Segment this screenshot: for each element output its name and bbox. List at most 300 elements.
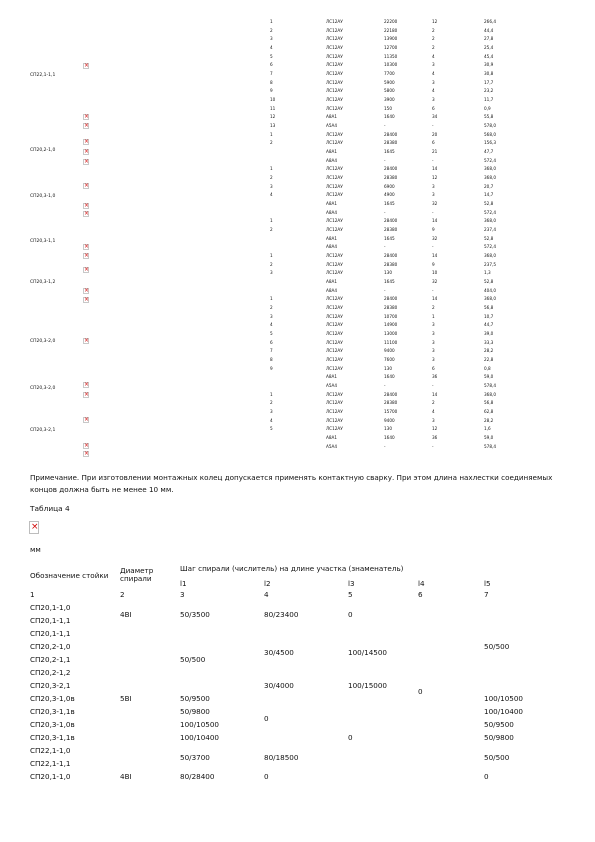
spec-length: 4900 xyxy=(384,192,395,198)
spec-quantity: 12 xyxy=(432,19,438,24)
spec-rebar-grade: ЛС12АУ xyxy=(326,19,343,24)
l1-cell: 50/3700 xyxy=(180,753,210,762)
spec-item-number: 1 xyxy=(270,166,273,172)
spec-item-number: 11 xyxy=(270,105,276,111)
spec-item-number: 8 xyxy=(270,357,273,363)
spec-mass: 56,8 xyxy=(484,305,494,311)
spec-quantity: 36 xyxy=(432,435,438,441)
spec-quantity: 2 xyxy=(432,36,435,42)
spec-length: 130 xyxy=(384,426,392,432)
broken-image-icon xyxy=(83,183,89,189)
spec-mass: 28,2 xyxy=(484,348,494,354)
broken-image-icon xyxy=(83,338,89,344)
spec-item-number: 1 xyxy=(270,253,273,259)
spec-item-number: 4 xyxy=(270,417,273,423)
stand-mark: СП20,3-1,1в xyxy=(30,733,75,742)
spec-quantity: - xyxy=(432,209,434,215)
spec-mass: 568,0 xyxy=(484,131,496,137)
spec-mass: 28,2 xyxy=(484,417,494,423)
spec-item-number: 2 xyxy=(270,27,273,33)
spec-length: 28380 xyxy=(384,175,398,181)
stand-mark: СП20,1-1,1 xyxy=(30,616,71,625)
spec-rebar-grade: ЛС12АУ xyxy=(326,322,343,328)
spec-mass: 59,0 xyxy=(484,435,494,441)
spec-length: - xyxy=(384,383,386,389)
spec-quantity: 3 xyxy=(432,417,435,423)
spec-rebar-grade: А8А4 xyxy=(326,157,338,163)
spec-rebar-grade: А8А4 xyxy=(326,209,338,215)
spec-item-number: 6 xyxy=(270,339,273,345)
spec-rebar-grade: ЛС12АУ xyxy=(326,27,343,33)
stand-mark-label: СП20,3-1,2 xyxy=(30,280,56,285)
spec-rebar-grade: А8А1 xyxy=(326,235,338,241)
unit-label: мм xyxy=(30,545,41,554)
spec-mass: 27,8 xyxy=(484,36,494,42)
colnum-5: 5 xyxy=(348,590,353,599)
spec-length: 28400 xyxy=(384,131,398,137)
spec-quantity: 20 xyxy=(432,131,438,137)
spec-length: 5800 xyxy=(384,88,395,94)
broken-image-icon xyxy=(83,443,89,449)
spec-mass: 44,7 xyxy=(484,322,494,328)
colnum-1: 1 xyxy=(30,590,35,599)
broken-image-icon xyxy=(29,521,39,534)
header-mark: Обозначение стойки xyxy=(30,571,109,580)
broken-image-icon xyxy=(83,297,89,303)
spec-quantity: 3 xyxy=(432,79,435,85)
broken-image-icon xyxy=(83,114,89,120)
spec-rebar-grade: ЛС12АУ xyxy=(326,270,343,276)
spec-quantity: 12 xyxy=(432,175,438,181)
spec-quantity: 14 xyxy=(432,166,438,172)
spec-length: - xyxy=(384,244,386,250)
spec-rebar-grade: ЛС12АУ xyxy=(326,45,343,50)
spec-length: - xyxy=(384,443,386,449)
spec-quantity: 21 xyxy=(432,149,438,155)
colnum-7: 7 xyxy=(484,590,489,599)
spec-length: 1640 xyxy=(384,374,395,380)
spec-quantity: 4 xyxy=(432,409,435,415)
spec-item-number: 10 xyxy=(270,97,276,103)
spec-length: - xyxy=(384,287,386,293)
spec-rebar-grade: ЛС12АУ xyxy=(326,166,343,172)
header-l2: l2 xyxy=(264,579,271,588)
stand-mark: СП22,1-1,0 xyxy=(30,746,71,755)
spec-mass: 14,7 xyxy=(484,192,494,198)
l5-cell: 50/500 xyxy=(484,642,510,651)
l5-cell: 50/9800 xyxy=(484,733,514,742)
l3-cell: 0 xyxy=(348,610,353,619)
spec-length: 28380 xyxy=(384,227,398,233)
spec-item-number: 7 xyxy=(270,71,273,77)
spec-length: 28380 xyxy=(384,305,398,311)
spec-quantity: 36 xyxy=(432,374,438,380)
broken-image-icon xyxy=(83,253,89,259)
stand-mark-label: СП20,3-1,0 xyxy=(30,194,56,199)
spec-mass: 39,0 xyxy=(484,331,494,337)
spec-length: 28400 xyxy=(384,391,398,397)
spec-item-number: 4 xyxy=(270,322,273,328)
spec-rebar-grade: ЛС12АУ xyxy=(326,331,343,337)
broken-image-icon xyxy=(83,123,89,129)
spiral-pitch-table xyxy=(0,560,595,790)
spec-mass: 368,0 xyxy=(484,253,496,259)
spec-length: 11100 xyxy=(384,339,398,345)
l1-cell: 100/10400 xyxy=(180,733,220,742)
spec-mass: 20,7 xyxy=(484,183,494,189)
spec-rebar-grade: ЛС12АУ xyxy=(326,365,343,371)
spec-quantity: 6 xyxy=(432,105,435,111)
broken-image-icon xyxy=(83,392,89,398)
spec-mass: 404,0 xyxy=(484,287,496,293)
broken-image-icon xyxy=(83,159,89,165)
spec-rebar-grade: ЛС12АУ xyxy=(326,305,343,311)
colnum-2: 2 xyxy=(120,590,125,599)
spec-length: 28400 xyxy=(384,218,398,224)
spec-mass: 578,4 xyxy=(484,443,496,449)
spec-length: 28380 xyxy=(384,400,398,406)
spec-length: 28400 xyxy=(384,253,398,259)
l3-cell: 0 xyxy=(348,733,353,742)
spec-item-number: 3 xyxy=(270,270,273,276)
spec-length: 1640 xyxy=(384,114,395,120)
stand-mark: СП20,3-1,0в xyxy=(30,720,75,729)
header-l3: l3 xyxy=(348,579,355,588)
spec-quantity: 3 xyxy=(432,192,435,198)
stand-mark: СП20,3-2,1 xyxy=(30,681,71,690)
spec-rebar-grade: А5А4 xyxy=(326,383,338,389)
spec-length: 150 xyxy=(384,105,392,111)
spec-rebar-grade: ЛС12АУ xyxy=(326,140,343,146)
spec-length: 10300 xyxy=(384,62,398,68)
spec-rebar-grade: ЛС12АУ xyxy=(326,53,343,59)
spec-quantity: 3 xyxy=(432,357,435,363)
stand-mark: СП20,1-1,0 xyxy=(30,603,71,612)
spec-item-number: 1 xyxy=(270,218,273,224)
spec-rebar-grade: ЛС12АУ xyxy=(326,36,343,42)
spec-item-number: 1 xyxy=(270,19,273,24)
spec-length: 130 xyxy=(384,365,392,371)
spec-length: 13000 xyxy=(384,331,398,337)
spec-rebar-grade: А8А1 xyxy=(326,279,338,285)
spec-mass: 30,8 xyxy=(484,71,494,77)
spec-item-number: 1 xyxy=(270,296,273,302)
spec-mass: 0,8 xyxy=(484,365,491,371)
spec-item-number: 3 xyxy=(270,313,273,319)
spec-quantity: - xyxy=(432,123,434,129)
spec-quantity: 2 xyxy=(432,400,435,406)
l2-cell: 80/23400 xyxy=(264,610,299,619)
header-diameter: Диаметр спирали xyxy=(120,566,154,583)
spec-length: 130 xyxy=(384,270,392,276)
spec-quantity: 4 xyxy=(432,53,435,59)
spec-mass: 62,8 xyxy=(484,409,494,415)
spec-rebar-grade: ЛС12АУ xyxy=(326,426,343,432)
spec-rebar-grade: А8А4 xyxy=(326,287,338,293)
spec-length: - xyxy=(384,123,386,129)
spec-length: 3900 xyxy=(384,97,395,103)
spec-length: 5900 xyxy=(384,79,395,85)
broken-image-icon xyxy=(83,203,89,209)
spec-mass: 22,8 xyxy=(484,357,494,363)
spec-quantity: 2 xyxy=(432,27,435,33)
spec-quantity: 3 xyxy=(432,331,435,337)
stand-mark: СП20,2-1,0 xyxy=(30,642,71,651)
spec-mass: 572,4 xyxy=(484,157,496,163)
stand-mark: СП20,3-1,1в xyxy=(30,707,75,716)
spec-mass: 572,4 xyxy=(484,209,496,215)
l2-cell: 80/18500 xyxy=(264,753,299,762)
stand-mark-label: СП20,3-1,1 xyxy=(30,239,56,244)
spec-quantity: 3 xyxy=(432,322,435,328)
spec-mass: 237,5 xyxy=(484,261,496,267)
table-title: Таблица 4 xyxy=(30,504,70,513)
spec-item-number: 5 xyxy=(270,426,273,432)
spec-mass: 33,3 xyxy=(484,339,494,345)
broken-image-icon xyxy=(83,149,89,155)
spec-item-number: 1 xyxy=(270,391,273,397)
spec-item-number: 9 xyxy=(270,88,273,94)
spec-quantity: 4 xyxy=(432,71,435,77)
spec-quantity: 6 xyxy=(432,365,435,371)
spec-mass: 1,3 xyxy=(484,270,491,276)
spec-rebar-grade: А8А1 xyxy=(326,374,338,380)
spec-rebar-grade: ЛС12АУ xyxy=(326,105,343,111)
spec-length: 9400 xyxy=(384,417,395,423)
spec-rebar-grade: А8А4 xyxy=(326,244,338,250)
spec-length: - xyxy=(384,157,386,163)
spec-quantity: - xyxy=(432,244,434,250)
spec-rebar-grade: ЛС12АУ xyxy=(326,227,343,233)
spec-length: 28380 xyxy=(384,140,398,146)
spec-quantity: 32 xyxy=(432,279,438,285)
spec-quantity: 2 xyxy=(432,305,435,311)
header-l5: l5 xyxy=(484,579,491,588)
spec-quantity: 14 xyxy=(432,218,438,224)
spec-item-number: 2 xyxy=(270,305,273,311)
stand-mark-label: СП22,1-1,1 xyxy=(30,73,56,78)
l2-cell: 30/4500 xyxy=(264,648,294,657)
broken-image-icon xyxy=(83,288,89,294)
l5-cell: 100/10400 xyxy=(484,707,524,716)
spec-length: 7600 xyxy=(384,357,395,363)
header-l1: l1 xyxy=(180,579,187,588)
spec-rebar-grade: ЛС12АУ xyxy=(326,409,343,415)
diameter-cell: 4ВI xyxy=(120,772,132,781)
spec-length: 13900 xyxy=(384,36,398,42)
diameter-cell: 4ВI xyxy=(120,610,132,619)
l2-cell: 0 xyxy=(264,772,269,781)
spec-mass: 368,0 xyxy=(484,391,496,397)
spec-quantity: 10 xyxy=(432,270,438,276)
spec-rebar-grade: ЛС12АУ xyxy=(326,175,343,181)
spec-item-number: 4 xyxy=(270,192,273,198)
spec-mass: 368,0 xyxy=(484,218,496,224)
spec-mass: 30,9 xyxy=(484,62,494,68)
broken-image-icon xyxy=(83,244,89,250)
l4-cell: 0 xyxy=(418,687,423,696)
spec-length: 22200 xyxy=(384,19,398,24)
table-note: Примечание. При изготовлении монтажных колец допускается применять контактную сварку. При этом длина нахлестки соединяемых концов должна быть не менее 10 мм. xyxy=(30,473,553,494)
l1-cell: 50/9800 xyxy=(180,707,210,716)
spec-mass: 368,0 xyxy=(484,296,496,302)
header-l4: l4 xyxy=(418,579,425,588)
spec-length: 9400 xyxy=(384,348,395,354)
spec-length: 28380 xyxy=(384,261,398,267)
spec-rebar-grade: ЛС12АУ xyxy=(326,192,343,198)
spec-mass: 1,6 xyxy=(484,426,491,432)
colnum-4: 4 xyxy=(264,590,269,599)
spec-quantity: - xyxy=(432,383,434,389)
spec-item-number: 7 xyxy=(270,348,273,354)
spec-quantity: 4 xyxy=(432,88,435,94)
spec-length: 1645 xyxy=(384,201,395,207)
broken-image-icon xyxy=(83,451,89,457)
spec-rebar-grade: ЛС12АУ xyxy=(326,79,343,85)
broken-image-icon xyxy=(83,267,89,273)
l1-cell: 50/500 xyxy=(180,655,206,664)
l1-cell: 100/10500 xyxy=(180,720,220,729)
stand-mark: СП20,2-1,1 xyxy=(30,655,71,664)
spec-quantity: 14 xyxy=(432,296,438,302)
spec-item-number: 3 xyxy=(270,409,273,415)
spec-rebar-grade: ЛС12АУ xyxy=(326,391,343,397)
spec-length: 1645 xyxy=(384,279,395,285)
spec-rebar-grade: А8А1 xyxy=(326,201,338,207)
spec-quantity: 14 xyxy=(432,253,438,259)
stand-mark: СП20,1-1,0 xyxy=(30,772,71,781)
spec-mass: 0,9 xyxy=(484,105,491,111)
stand-mark: СП22,1-1,1 xyxy=(30,759,71,768)
l5-cell: 100/10500 xyxy=(484,694,524,703)
spec-quantity: - xyxy=(432,287,434,293)
spec-item-number: 5 xyxy=(270,331,273,337)
spec-rebar-grade: ЛС12АУ xyxy=(326,62,343,68)
stand-mark-label: СП20,2-1,0 xyxy=(30,148,56,153)
spec-quantity: 9 xyxy=(432,261,435,267)
spec-item-number: 4 xyxy=(270,45,273,50)
stand-mark: СП20,3-1,0в xyxy=(30,694,75,703)
spec-rebar-grade: ЛС12АУ xyxy=(326,400,343,406)
spec-item-number: 2 xyxy=(270,400,273,406)
spec-mass: 52,8 xyxy=(484,279,494,285)
spec-quantity: 3 xyxy=(432,183,435,189)
spec-mass: 368,0 xyxy=(484,166,496,172)
spec-mass: 52,8 xyxy=(484,201,494,207)
spec-mass: 25,4 xyxy=(484,45,494,50)
spec-rebar-grade: ЛС12АУ xyxy=(326,218,343,224)
spec-rebar-grade: ЛС12АУ xyxy=(326,71,343,77)
spec-mass: 55,8 xyxy=(484,114,494,120)
spec-quantity: 34 xyxy=(432,114,438,120)
spec-length: - xyxy=(384,209,386,215)
spec-mass: 11,7 xyxy=(484,97,494,103)
spec-quantity: 6 xyxy=(432,140,435,146)
stand-mark: СП20,2-1,2 xyxy=(30,668,71,677)
spec-length: 15700 xyxy=(384,409,398,415)
spec-length: 14900 xyxy=(384,322,398,328)
spec-rebar-grade: ЛС12АУ xyxy=(326,348,343,354)
spec-mass: 52,8 xyxy=(484,235,494,241)
spec-length: 1645 xyxy=(384,235,395,241)
spec-quantity: 3 xyxy=(432,339,435,345)
spec-rebar-grade: А5А4 xyxy=(326,443,338,449)
spec-rebar-grade: А5А4 xyxy=(326,123,338,129)
l2-cell: 0 xyxy=(264,714,269,723)
spec-rebar-grade: ЛС12АУ xyxy=(326,261,343,267)
spec-quantity: 32 xyxy=(432,235,438,241)
broken-image-icon xyxy=(83,139,89,145)
spec-length: 11350 xyxy=(384,53,398,59)
spec-item-number: 3 xyxy=(270,183,273,189)
spec-length: 28400 xyxy=(384,296,398,302)
l5-cell: 50/500 xyxy=(484,753,510,762)
l3-cell: 100/15000 xyxy=(348,681,388,690)
spec-mass: 23,2 xyxy=(484,88,494,94)
l5-cell: 0 xyxy=(484,772,489,781)
stand-mark: СП20,1-1,1 xyxy=(30,629,71,638)
spec-mass: 44,4 xyxy=(484,27,494,33)
spec-quantity: 32 xyxy=(432,201,438,207)
spec-item-number: 8 xyxy=(270,79,273,85)
spec-rebar-grade: ЛС12АУ xyxy=(326,253,343,259)
spec-quantity: 9 xyxy=(432,227,435,233)
l2-cell: 30/4000 xyxy=(264,681,294,690)
spec-mass: 56,8 xyxy=(484,400,494,406)
broken-image-icon xyxy=(83,417,89,423)
spec-length: 1640 xyxy=(384,435,395,441)
spec-quantity: 14 xyxy=(432,391,438,397)
spec-rebar-grade: А8А1 xyxy=(326,435,338,441)
spec-rebar-grade: ЛС12АУ xyxy=(326,339,343,345)
spec-length: 10700 xyxy=(384,313,398,319)
spec-length: 12700 xyxy=(384,45,398,50)
spec-rebar-grade: ЛС12АУ xyxy=(326,183,343,189)
spec-length: 1645 xyxy=(384,149,395,155)
l1-cell: 50/9500 xyxy=(180,694,210,703)
diameter-cell: 5ВI xyxy=(120,694,132,703)
stand-mark-label: СП20,3-2,0 xyxy=(30,339,56,344)
spec-length: 7700 xyxy=(384,71,395,77)
spec-quantity: - xyxy=(432,443,434,449)
spec-item-number: 9 xyxy=(270,365,273,371)
spec-quantity: 3 xyxy=(432,97,435,103)
spec-rebar-grade: ЛС12АУ xyxy=(326,131,343,137)
spec-mass: 156,3 xyxy=(484,140,496,146)
spec-mass: 10,7 xyxy=(484,313,494,319)
broken-image-icon xyxy=(83,63,89,69)
colnum-6: 6 xyxy=(418,590,423,599)
stand-mark-label: СП20,3-2,1 xyxy=(30,428,56,433)
spec-rebar-grade: А8А1 xyxy=(326,149,338,155)
l1-cell: 50/3500 xyxy=(180,610,210,619)
spec-mass: 45,4 xyxy=(484,53,494,59)
spec-mass: 368,0 xyxy=(484,175,496,181)
spec-quantity: 12 xyxy=(432,426,438,432)
spec-mass: 59,0 xyxy=(484,374,494,380)
spec-rebar-grade: ЛС12АУ xyxy=(326,313,343,319)
stand-mark-label: СП20,3-2,0 xyxy=(30,386,56,391)
l1-cell: 80/28400 xyxy=(180,772,215,781)
spec-item-number: 3 xyxy=(270,36,273,42)
spec-quantity: 2 xyxy=(432,45,435,50)
spec-mass: 17,7 xyxy=(484,79,494,85)
spec-rebar-grade: ЛС12АУ xyxy=(326,97,343,103)
spec-rebar-grade: ЛС12АУ xyxy=(326,417,343,423)
spec-rebar-grade: ЛС12АУ xyxy=(326,296,343,302)
spec-item-number: 6 xyxy=(270,62,273,68)
spec-quantity: - xyxy=(432,157,434,163)
